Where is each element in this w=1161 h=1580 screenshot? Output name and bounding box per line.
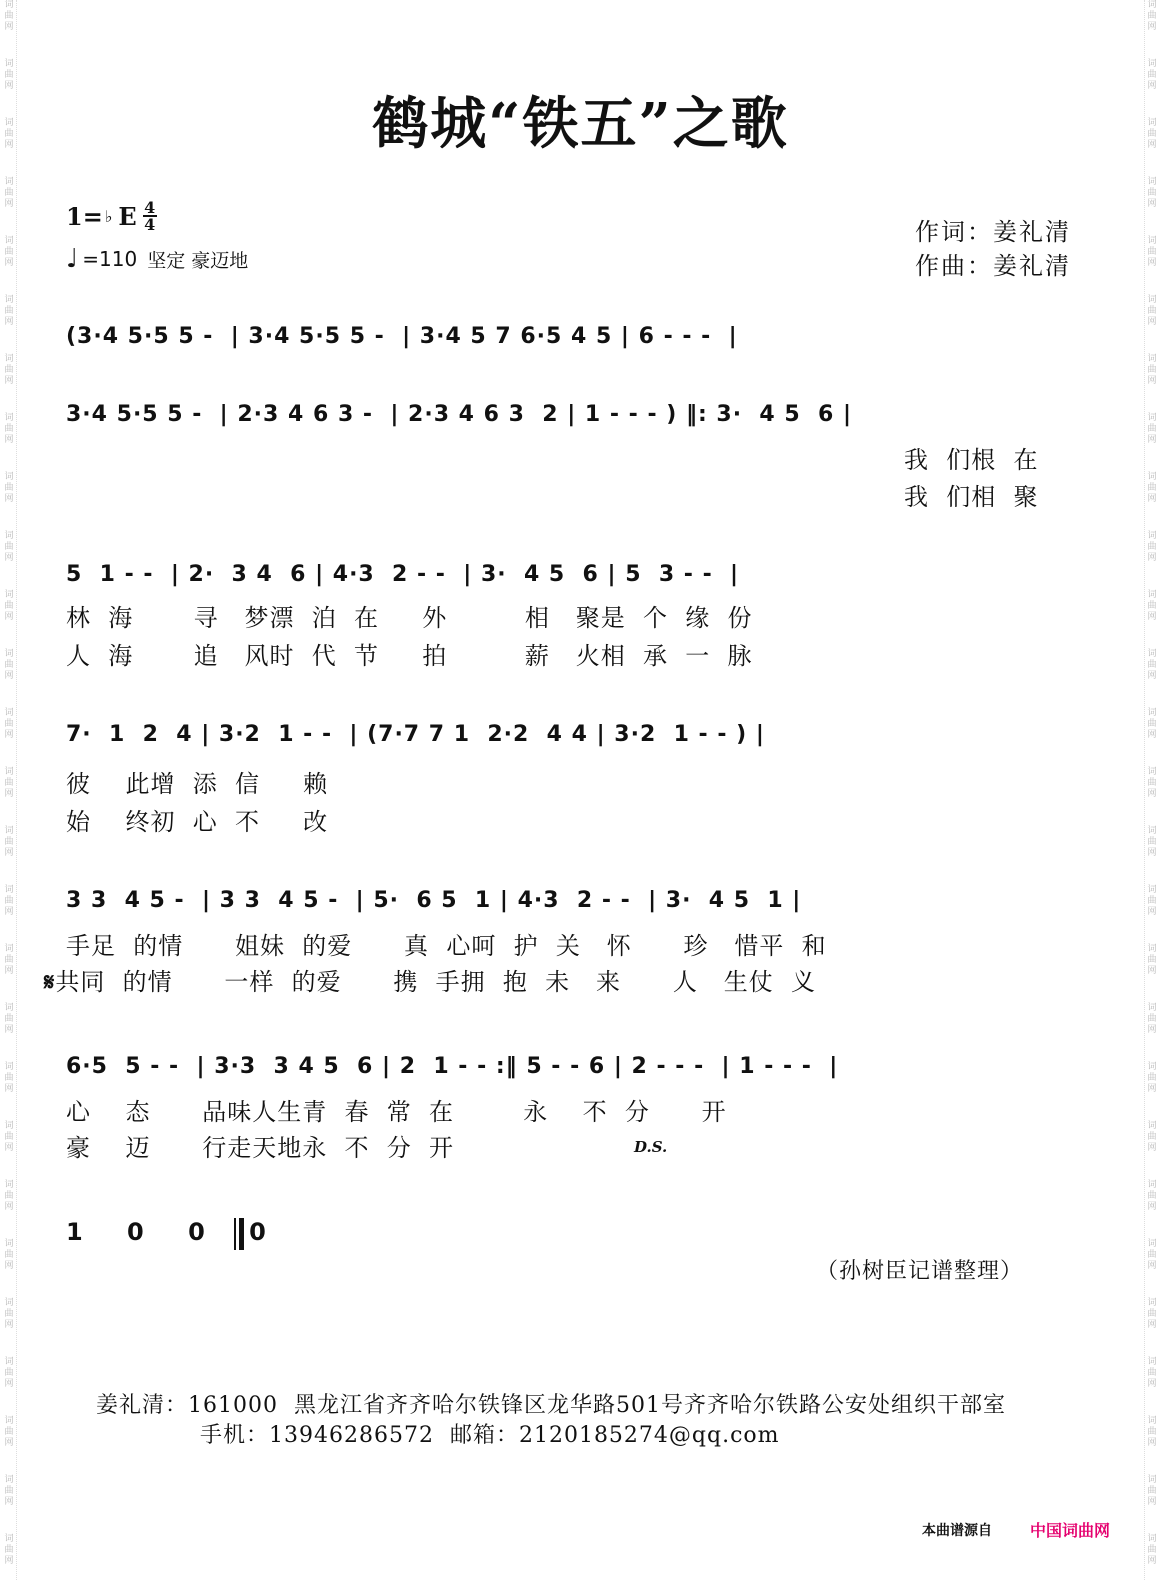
watermark-text: 词曲网 xyxy=(1147,1534,1157,1566)
watermark-text: 词曲网 xyxy=(1147,826,1157,858)
watermark-text: 词曲网 xyxy=(4,177,14,209)
score-line-3: 5 1 - - | 2· 3 4 6 | 4·3 2 - - | 3· 4 5 6 | 5 3 - - | xyxy=(66,562,740,587)
watermark-text: 词曲网 xyxy=(4,1416,14,1448)
contact-address: 姜礼清：161000 黑龙江省齐齐哈尔铁锋区龙华路501号齐齐哈尔铁路公安处组织干部室 xyxy=(96,1393,1006,1418)
watermark-text: 词曲网 xyxy=(4,767,14,799)
watermark-text: 词曲网 xyxy=(1147,1475,1157,1507)
watermark-text: 词曲网 xyxy=(1147,708,1157,740)
lyric-v1-line-3: 林 海 寻 梦漂 泊 在 外 相 聚是 个 缘 份 xyxy=(66,604,753,632)
watermark-text: 词曲网 xyxy=(4,531,14,563)
lyric-v1-line-2: 我 们根 在 xyxy=(904,446,1039,474)
watermark-text: 词曲网 xyxy=(1147,767,1157,799)
watermark-text: 词曲网 xyxy=(1147,1062,1157,1094)
watermark-text: 词曲网 xyxy=(1147,649,1157,681)
watermark-text: 词曲网 xyxy=(1147,1298,1157,1330)
ending-measure: 1 0 0 0 xyxy=(66,1218,284,1246)
watermark-text: 词曲网 xyxy=(1147,1003,1157,1035)
watermark-text: 词曲网 xyxy=(1147,236,1157,268)
key-signature xyxy=(66,200,157,232)
score-line-6: 6·5 5 - - | 3·3 3 4 5 6 | 2 1 - - :‖ 5 - - 6 | 2 - - - | 1 - - - | xyxy=(66,1054,839,1079)
watermark-text: 词曲网 xyxy=(4,118,14,150)
source-label: 本曲谱源自 xyxy=(922,1523,992,1539)
watermark-text: 词曲网 xyxy=(1147,885,1157,917)
watermark-text: 词曲网 xyxy=(4,708,14,740)
right-watermark-strip xyxy=(1144,0,1159,1580)
lyric-v1-line-6: 心 态 品味人生青 春 常 在 永 不 分 开 xyxy=(66,1098,727,1126)
watermark-text: 词曲网 xyxy=(1147,413,1157,445)
lyric-v2-line-4: 始 终初 心 不 改 xyxy=(66,808,329,836)
watermark-text: 词曲网 xyxy=(4,1121,14,1153)
time-bottom: 4 xyxy=(144,215,156,234)
lyric-v2-line-5-text: 共同 的情 一样 的爱 携 手拥 抱 未 来 人 生仗 义 xyxy=(55,968,816,996)
watermark-text: 词曲网 xyxy=(1147,531,1157,563)
lyric-v1-line-5: 手足 的情 姐妹 的爱 真 心呵 护 关 怀 珍 惜平 和 xyxy=(66,932,827,960)
watermark-text: 词曲网 xyxy=(1147,354,1157,386)
tempo-marking xyxy=(66,244,248,274)
score-line-5: 3 3 4 5 - | 3 3 4 5 - | 5· 6 5 1 | 4·3 2 - - | 3· 4 5 1 | xyxy=(66,888,802,913)
composer-credit: 作曲：姜礼清 xyxy=(915,252,1071,280)
watermark-text: 词曲网 xyxy=(1147,1180,1157,1212)
watermark-text: 词曲网 xyxy=(1147,177,1157,209)
expression-text: 坚定 豪迈地 xyxy=(147,249,249,272)
lyric-v1-line-4: 彼 此增 添 信 赖 xyxy=(66,770,329,798)
watermark-text: 词曲网 xyxy=(1147,1416,1157,1448)
quarter-note-icon: ♩ xyxy=(66,244,79,274)
segno-sign: 𝄋 xyxy=(44,967,56,996)
time-top: 4 xyxy=(144,198,156,217)
watermark-text: 词曲网 xyxy=(1147,944,1157,976)
transcriber-credit: （孙树臣记谱整理） xyxy=(815,1259,1023,1284)
score-line-4: 7· 1 2 4 | 3·2 1 - - | (7·7 7 1 2·2 4 4 | 3·2 1 - - ) | xyxy=(66,722,765,747)
watermark-text: 词曲网 xyxy=(4,944,14,976)
lyric-v2-line-3: 人 海 追 风时 代 节 拍 薪 火相 承 一 脉 xyxy=(66,642,753,670)
watermark-text: 词曲网 xyxy=(1147,1121,1157,1153)
watermark-text: 词曲网 xyxy=(1147,0,1157,32)
watermark-text: 词曲网 xyxy=(4,1239,14,1271)
lyric-v2-line-6: 豪 迈 行走天地永 不 分 开 xyxy=(66,1134,455,1162)
watermark-text: 词曲网 xyxy=(4,1475,14,1507)
watermark-text: 词曲网 xyxy=(4,472,14,504)
key-prefix: 1= xyxy=(66,201,103,231)
song-title: 鹤城“铁五”之歌 xyxy=(372,91,789,157)
watermark-text: 词曲网 xyxy=(1147,1239,1157,1271)
dal-segno-mark: D.S. xyxy=(634,1138,668,1156)
watermark-text: 词曲网 xyxy=(4,59,14,91)
score-line-2: 3·4 5·5 5 - | 2·3 4 6 3 - | 2·3 4 6 3 2 | 1 - - - ) ‖: 3· 4 5 6 | xyxy=(66,402,852,427)
score-line-1: (3·4 5·5 5 - | 3·4 5·5 5 - | 3·4 5 7 6·5 4 5 | 6 - - - | xyxy=(66,324,738,349)
watermark-text: 词曲网 xyxy=(1147,1357,1157,1389)
watermark-text: 词曲网 xyxy=(4,413,14,445)
watermark-text: 词曲网 xyxy=(4,1357,14,1389)
watermark-text: 词曲网 xyxy=(4,1062,14,1094)
watermark-text: 词曲网 xyxy=(1147,118,1157,150)
watermark-text: 词曲网 xyxy=(4,0,14,32)
contact-phone-email: 手机：13946286572 邮箱：2120185274@qq.com xyxy=(200,1423,780,1448)
watermark-text: 词曲网 xyxy=(4,1298,14,1330)
watermark-text: 词曲网 xyxy=(4,354,14,386)
lyricist-credit: 作词：姜礼清 xyxy=(915,218,1071,246)
watermark-text: 词曲网 xyxy=(4,885,14,917)
final-barline xyxy=(234,1218,244,1250)
watermark-text: 词曲网 xyxy=(4,1003,14,1035)
watermark-text: 词曲网 xyxy=(4,236,14,268)
watermark-text: 词曲网 xyxy=(4,649,14,681)
watermark-text: 词曲网 xyxy=(4,826,14,858)
watermark-text: 词曲网 xyxy=(4,295,14,327)
lyric-v2-line-2: 我 们相 聚 xyxy=(904,483,1039,511)
watermark-text: 词曲网 xyxy=(1147,59,1157,91)
source-site-link[interactable]: 中国词曲网 xyxy=(1030,1521,1111,1540)
lyric-v2-line-5 xyxy=(44,962,816,997)
key-note: E xyxy=(118,201,137,231)
watermark-text: 词曲网 xyxy=(1147,590,1157,622)
watermark-text: 词曲网 xyxy=(4,590,14,622)
watermark-text: 词曲网 xyxy=(4,1180,14,1212)
watermark-text: 词曲网 xyxy=(1147,472,1157,504)
watermark-text: 词曲网 xyxy=(1147,295,1157,327)
left-watermark-strip xyxy=(2,0,17,1580)
tempo-value: =110 xyxy=(82,247,138,271)
watermark-text: 词曲网 xyxy=(4,1534,14,1566)
time-signature xyxy=(143,200,157,232)
flat-sign: ♭ xyxy=(104,206,113,226)
